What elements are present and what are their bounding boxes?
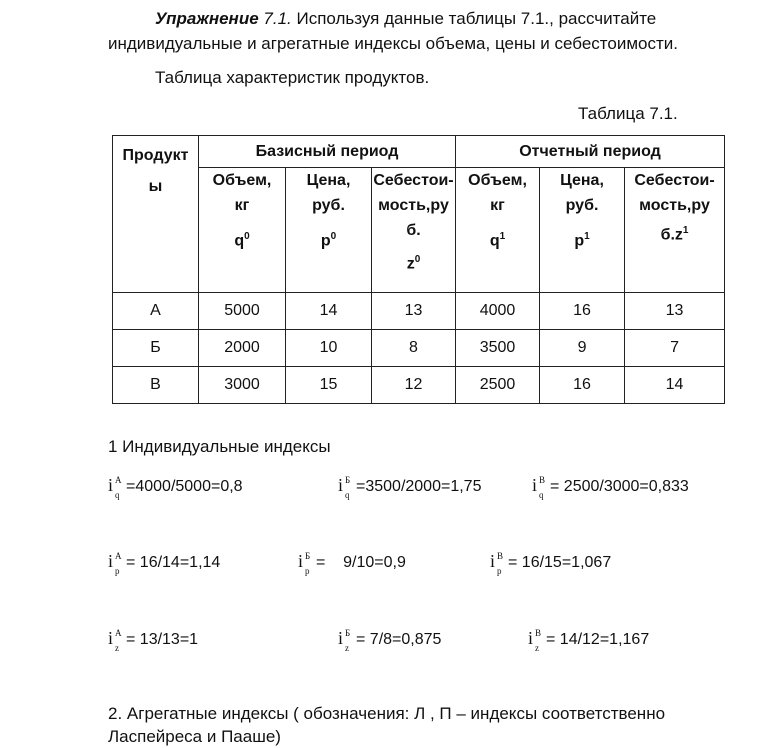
index-z-v: i В z = 14/12=1,167 [528, 628, 650, 653]
header-product: Продукт ы [113, 136, 199, 293]
header-volume-report: Объем, кг $q^1$ [456, 168, 540, 293]
index-q-a: i А q =4000/5000=0,8 [108, 475, 243, 500]
index-p-b: i Б p = 9/10=0,9 [298, 551, 406, 576]
section1-heading: 1 Индивидуальные индексы [108, 437, 331, 456]
table-row: В 3000 15 12 2500 16 14 [113, 367, 725, 404]
table-intro: Таблица характеристик продуктов. [155, 68, 430, 87]
section2-line-1: 2. Агрегатные индексы ( обозначения: Л , П – индексы соответственно [108, 704, 666, 723]
header-cost-base: Себестои- мость,ру б. $z^0$ [372, 168, 456, 293]
table-caption: Таблица 7.1. [578, 104, 678, 123]
header-base-period: Базисный период [199, 136, 456, 168]
exercise-line-1 [155, 8, 656, 30]
header-volume-base: Объем, кг $q^0$ [199, 168, 286, 293]
table-row: Б 2000 10 8 3500 9 7 [113, 330, 725, 367]
index-q-v: i В q = 2500/3000=0,833 [532, 475, 689, 500]
table-row: А 5000 14 13 4000 16 13 [113, 293, 725, 330]
exercise-line-2: индивидуальные и агрегатные индексы объема, цены и себестоимости. [108, 34, 678, 53]
index-q-b: i Б q =3500/2000=1,75 [338, 475, 482, 500]
header-cost-report: Себестои- мость,ру $б.z^1$ [625, 168, 725, 293]
index-p-v: i В p = 16/15=1,067 [490, 551, 612, 576]
index-p-a: i А p = 16/14=1,14 [108, 551, 221, 576]
exercise-number: 7.1. [258, 9, 292, 28]
header-price-base: Цена, руб. $p^0$ [286, 168, 372, 293]
exercise-title: Упражнение [155, 9, 259, 28]
header-price-report: Цена, руб. $p^1$ [540, 168, 625, 293]
exercise-text: Используя данные таблицы 7.1., рассчитайте [291, 9, 657, 28]
products-table [112, 135, 725, 404]
index-z-b: i Б z = 7/8=0,875 [338, 628, 442, 653]
header-report-period: Отчетный период [456, 136, 725, 168]
index-z-a: i А z = 13/13=1 [108, 628, 199, 653]
section2-line-2: Ласпейреса и Пааше) [108, 727, 281, 746]
